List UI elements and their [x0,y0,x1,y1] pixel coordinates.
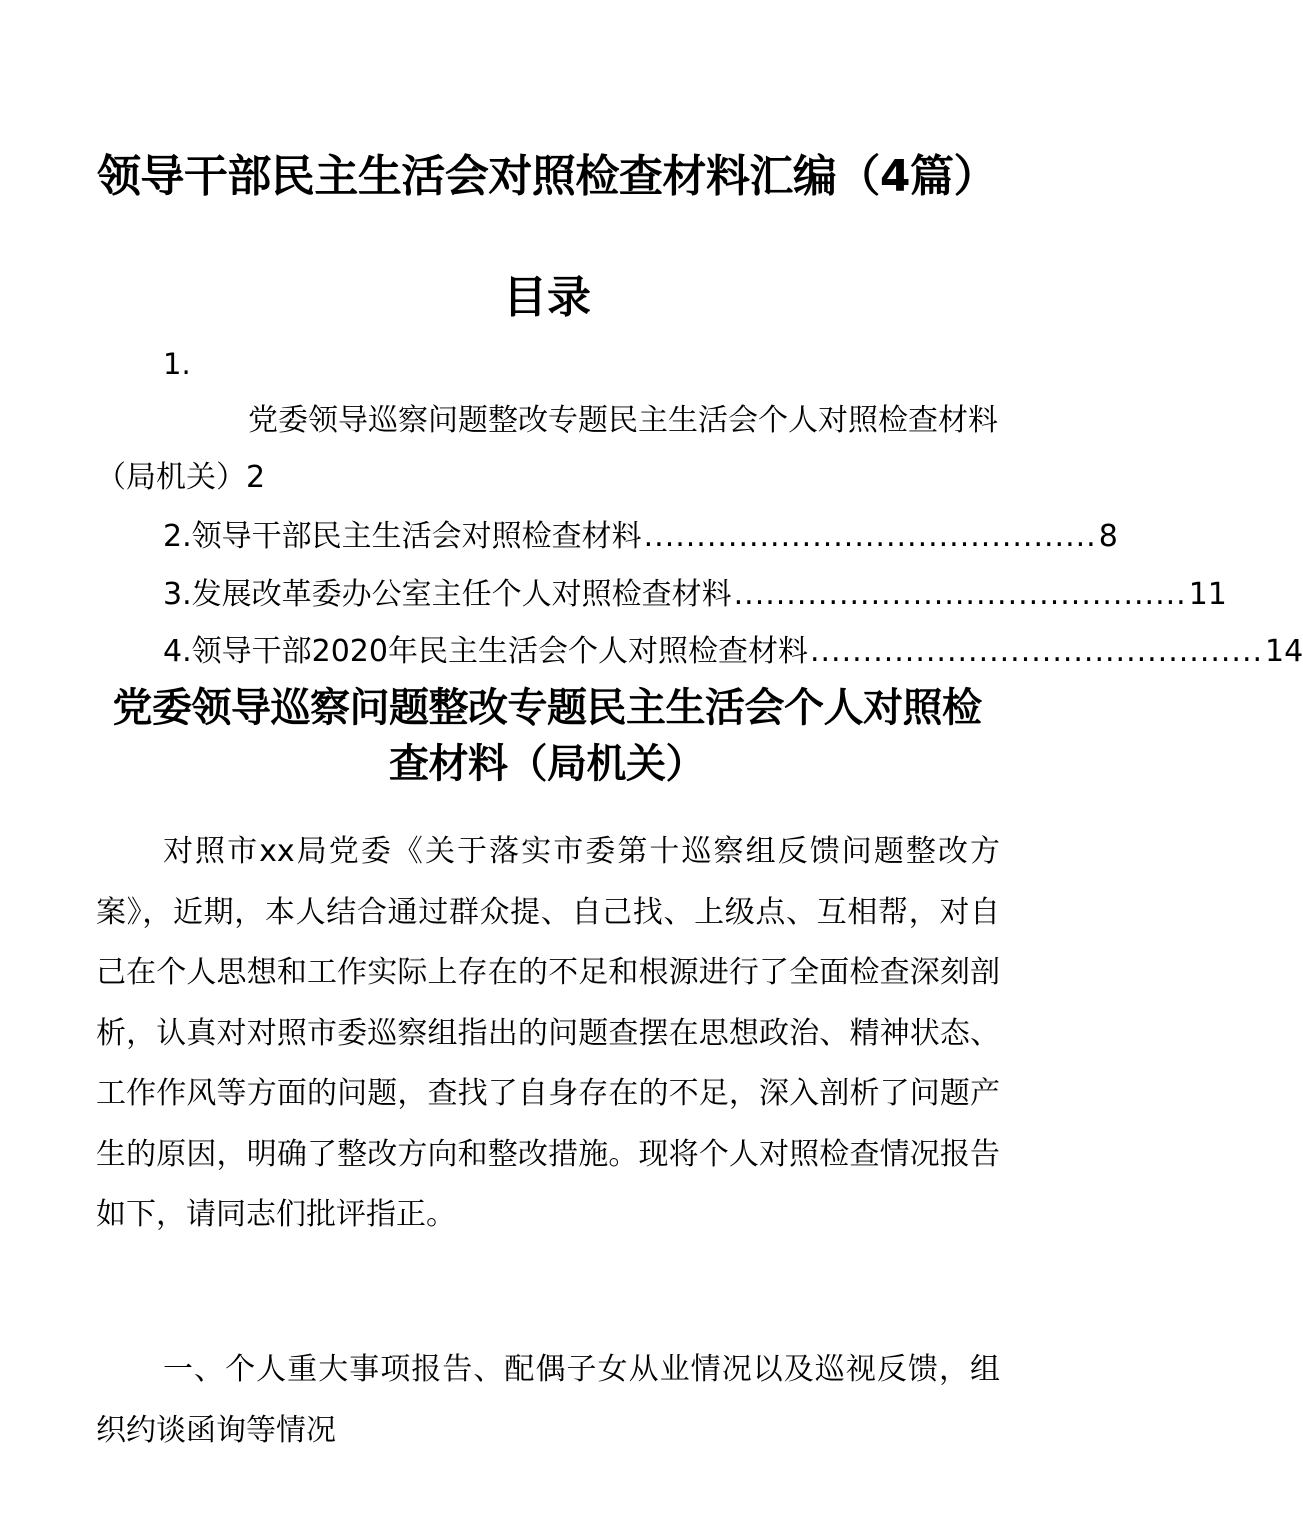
toc-item-2-page: 8 [1098,519,1118,554]
toc-item-3-leader: ........................................... [733,577,1187,612]
section-title: 党委领导巡察问题整改专题民主生活会个人对照检查材料（局机关） [112,685,982,787]
toc-item-4-leader: ........................................... [809,634,1264,669]
toc-item-4-page: 14 [1265,634,1303,669]
toc-item-4-label: 4.领导干部2020年民主生活会个人对照检查材料 [163,634,808,669]
toc-item-2-leader: ........................................... [643,519,1097,554]
body-paragraph-1: 对照市xx局党委《关于落实市委第十巡察组反馈问题整改方案》，近期，本人结合通过群众提、自己找、上级点、互相帮，对自己在个人思想和工作实际上存在的不足和根源进行了全面检查深刻剖析，认真对对照市委巡察组指出的问题查摆在思想政治、精神状态、工作作风等方面的问题，查找了自身存在的不足，深入剖析了问题产生的原因，明确了整改方向和整改措施。现将个人对照检查情况报告如下，请同志们批评指正。 [96,834,1000,1232]
toc-heading: 目录 [503,272,591,323]
toc-item-2-label: 2.领导干部民主生活会对照检查材料 [163,519,642,554]
body-paragraph-2: 一、个人重大事项报告、配偶子女从业情况以及巡视反馈，组织约谈函询等情况 [96,1352,1000,1448]
toc-item-1-title-cont: （局机关）2 [96,460,266,495]
toc-item-4 [163,631,1303,673]
toc-item-1-number: 1. [163,347,191,381]
toc-item-1-title: 党委领导巡察问题整改专题民主生活会个人对照检查材料 [248,403,998,438]
toc-item-3 [163,574,1227,616]
document-title: 领导干部民主生活会对照检查材料汇编（4篇） [96,151,998,202]
toc-item-3-page: 11 [1188,577,1227,612]
toc-item-2 [163,516,1118,558]
toc-item-3-label: 3.发展改革委办公室主任个人对照检查材料 [163,577,732,612]
